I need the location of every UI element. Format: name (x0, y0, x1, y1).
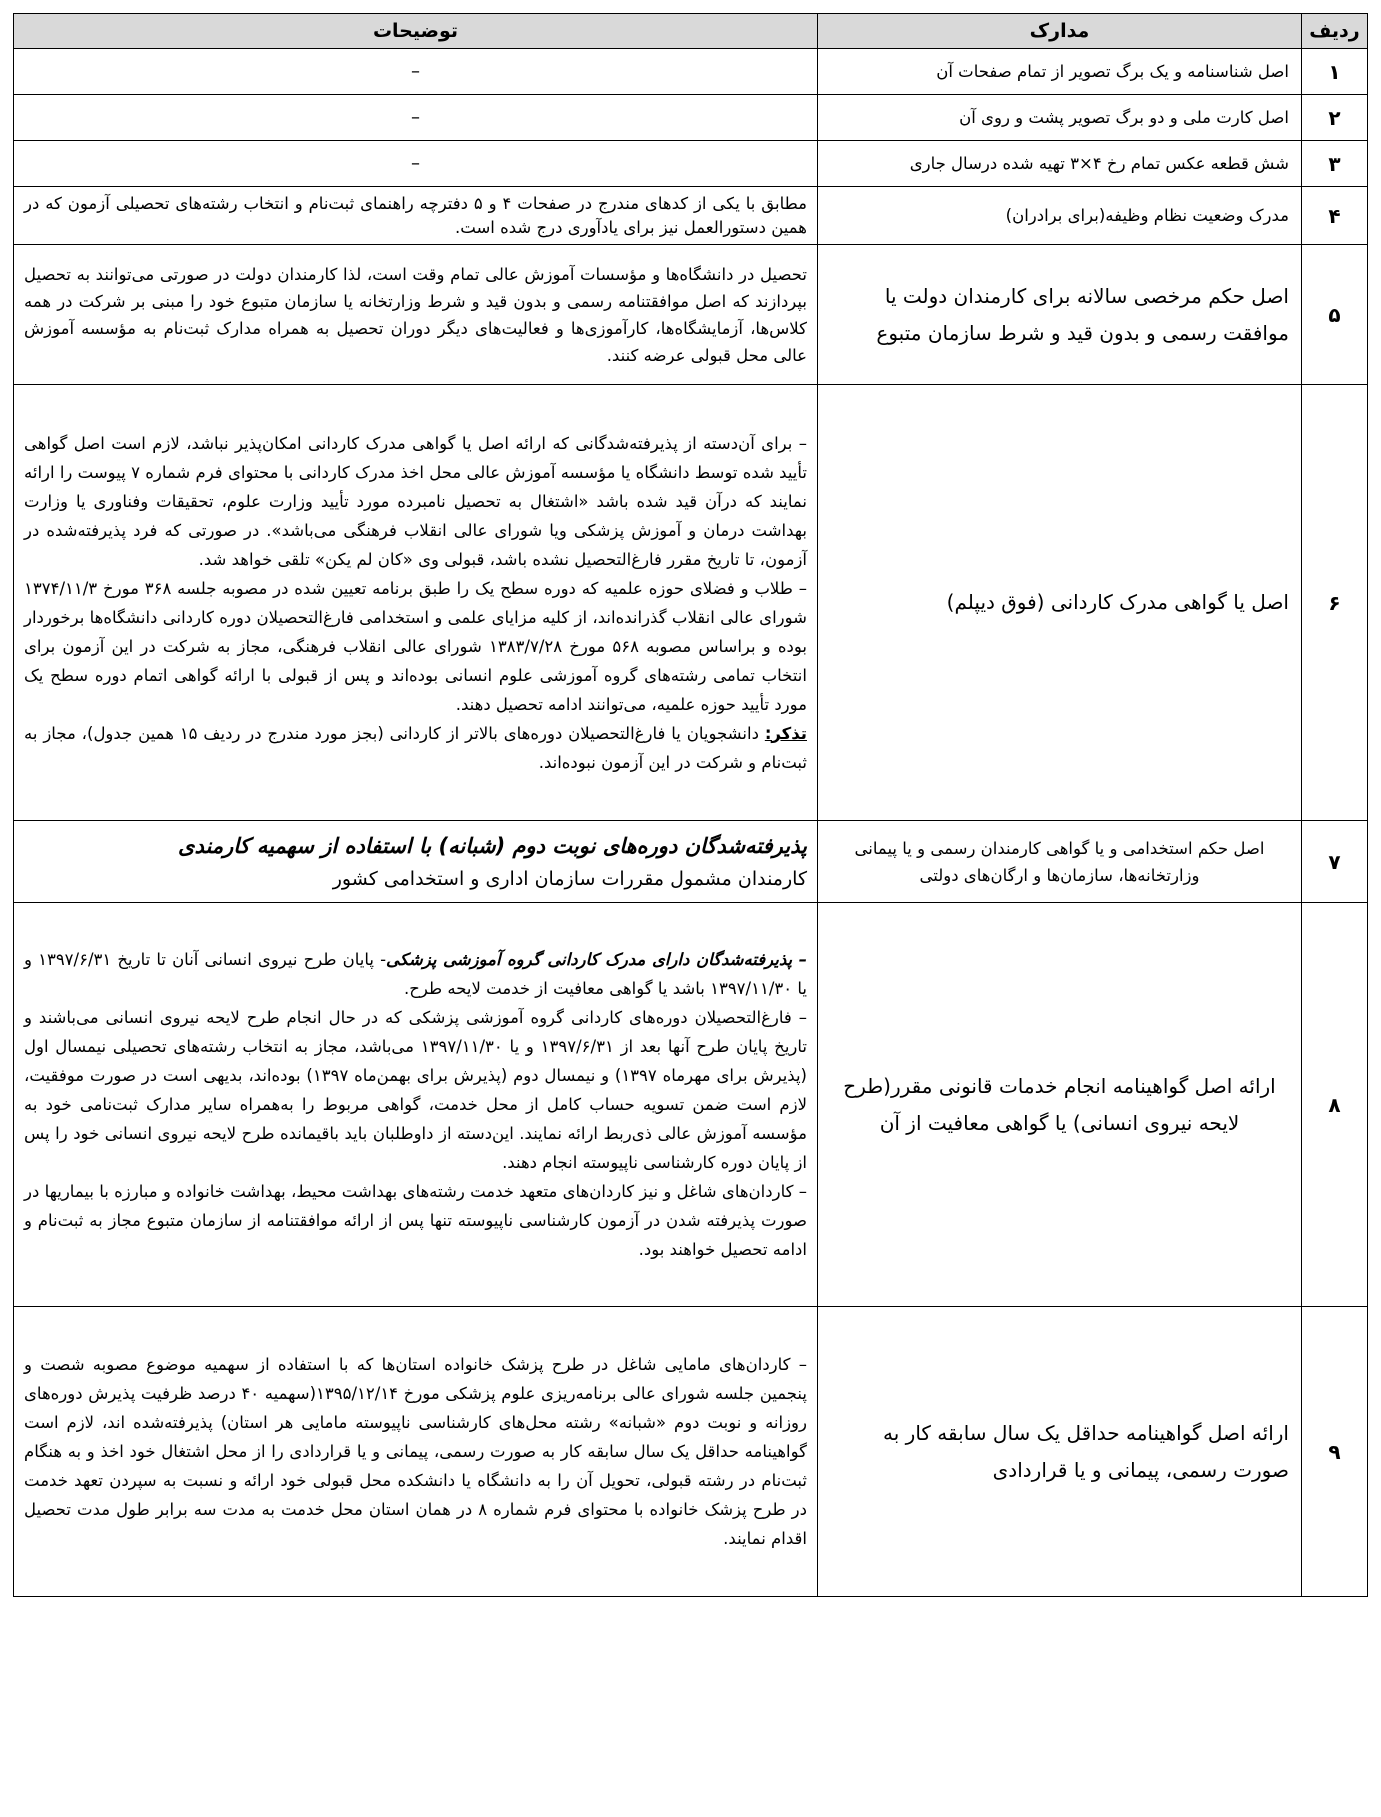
row-document: اصل حکم استخدامی و یا گواهی کارمندان رسمی و یا پیمانی وزارتخانه‌ها، سازمان‌ها و ارگان‌های دولتی (818, 821, 1302, 903)
header-documents: مدارک (818, 14, 1302, 49)
row-document: ارائه اصل گواهینامه حداقل یک سال سابقه کار به صورت رسمی، پیمانی و یا قراردادی (818, 1307, 1302, 1597)
row-notes: – (14, 95, 818, 141)
table-row (14, 245, 1368, 385)
remark-label: تذکر: (764, 723, 807, 743)
row-number: ۸ (1302, 903, 1368, 1307)
row-notes (14, 903, 818, 1307)
note-lead-text: - پایان طرح نیروی انسانی آنان تا تاریخ ۱۳۹۷/۶/۳۱ و یا ۱۳۹۷/۱۱/۳۰ باشد یا گواهی معافیت از خدمت لایحه طرح. (24, 950, 807, 998)
row-notes: – (14, 49, 818, 95)
table-row (14, 385, 1368, 821)
row-document: ارائه اصل گواهینامه انجام خدمات قانونی مقرر(طرح لایحه نیروی انسانی) یا گواهی معافیت از آن (818, 903, 1302, 1307)
table-header-row (14, 14, 1368, 49)
table-row (14, 141, 1368, 187)
table-row (14, 95, 1368, 141)
row-notes (14, 187, 818, 245)
row-number: ۹ (1302, 1307, 1368, 1597)
row-document: شش قطعه عکس تمام رخ ۴×۳ تهیه شده درسال جاری (818, 141, 1302, 187)
table-row (14, 187, 1368, 245)
table-row (14, 821, 1368, 903)
row-notes (14, 1307, 818, 1597)
row-number: ۶ (1302, 385, 1368, 821)
note-paragraph: تحصیل در دانشگاه‌ها و مؤسسات آموزش عالی تمام وقت است، لذا کارمندان دولت در صورتی می‌توانند به تحصیل بپردازند که اصل موافقتنامه رسمی و بدون قید و شرط وزارتخانه یا سازمان متبوع خود را مبنی بر شرکت در همه کلاس‌ها، آزمایشگاه‌ها، کارآموزی‌ها و فعالیت‌های دیگر دوران تحصیل به همراه مدارک ثبت‌نام به مؤسسه آموزش عالی محل قبولی عرضه کنند. (24, 264, 807, 365)
row-notes (14, 821, 818, 903)
row-number: ۱ (1302, 49, 1368, 95)
note-paragraph: – کاردان‌های شاغل و نیز کاردان‌های متعهد خدمت رشته‌های بهداشت محیط، بهداشت خانواده و مبارزه با بیماریها در صورت پذیرفته شدن در آزمون کارشناسی ناپیوسته تنها پس از ارائه موافقتنامه از سازمان متبوع مجاز به ثبت‌نام و ادامه تحصیل خواهند بود. (24, 1182, 807, 1259)
table-row (14, 903, 1368, 1307)
note-remark (24, 719, 807, 777)
row-notes: – (14, 141, 818, 187)
row-number: ۷ (1302, 821, 1368, 903)
required-documents-table (13, 13, 1368, 1597)
note-paragraph: مطابق با یکی از کدهای مندرج در صفحات ۴ و ۵ دفترچه راهنمای ثبت‌نام و انتخاب رشته‌های تحصیلی آزمون که در همین دستورالعمل نیز برای یادآوری درج شده است. (24, 193, 807, 237)
row-number: ۵ (1302, 245, 1368, 385)
header-notes: توضیحات (14, 14, 818, 49)
note-paragraph: – فارغ‌التحصیلان دوره‌های کاردانی گروه آموزشی پزشکی که در حال انجام طرح لایحه نیروی انسانی می‌باشند و تاریخ پایان طرح آنها بعد از ۱۳۹۷/۶/۳۱ و یا ۱۳۹۷/۱۱/۳۰ می‌باشد، مجاز به انتخاب رشته‌های تحصیلی نیمسال اول (پذیرش برای مهرماه ۱۳۹۷) و نیمسال دوم (پذیرش برای بهمن‌ماه ۱۳۹۷) بوده‌اند، بدیهی است در صورت موفقیت، لازم است ضمن تسویه حساب کامل از محل خدمت، گواهی مربوط را به‌همراه سایر مدارک ثبت‌نامی خود به مؤسسه آموزش عالی ذی‌ربط ارائه نمایند. این‌دسته از داوطلبان باید باقیمانده طرح لایحه نیروی انسانی خود را پس از پایان دوره کارشناسی ناپیوسته انجام دهند. (24, 1008, 807, 1172)
row-notes (14, 245, 818, 385)
note-paragraph: – برای آن‌دسته از پذیرفته‌شدگانی که ارائه اصل یا گواهی مدرک کاردانی امکان‌پذیر نباشد، لازم است اصل گواهی تأیید شده توسط دانشگاه یا مؤسسه آموزش عالی محل اخذ مدرک کاردانی با محتوای فرم شماره ۷ پیوست را ارائه نمایند که درآن قید شده باشد «اشتغال به تحصیل نامبرده مورد تأیید وزارت علوم، تحقیقات وفناوری یا وزارت بهداشت درمان و آموزش پزشکی ویا شورای عالی انقلاب فرهنگی می‌باشد». در صورتی که فرد پذیرفته‌شده در آزمون، تا تاریخ مقرر فارغ‌التحصیل نشده باشد، قبولی وی «کان لم یکن» تلقی خواهد شد. (24, 433, 808, 569)
header-row-number: ردیف (1302, 14, 1368, 49)
row-number: ۴ (1302, 187, 1368, 245)
row-number: ۳ (1302, 141, 1368, 187)
row-number: ۲ (1302, 95, 1368, 141)
row-notes (14, 385, 818, 821)
note-paragraph (24, 945, 807, 1003)
row-document: اصل شناسنامه و یک برگ تصویر از تمام صفحات آن (818, 49, 1302, 95)
remark-text: دانشجویان یا فارغ‌التحصیلان دوره‌های بالاتر از کاردانی (بجز مورد مندرج در ردیف ۱۵ همین جدول)، مجاز به ثبت‌نام و شرکت در این آزمون نبوده‌اند. (24, 723, 807, 772)
note-paragraph: – طلاب و فضلای حوزه علمیه که دوره سطح یک را طبق برنامه تعیین شده در مصوبه جلسه ۳۶۸ مورخ ۱۳۷۴/۱۱/۳ شورای عالی انقلاب گذرانده‌اند، از کلیه مزایای علمی و استخدامی فارغ‌التحصیلان دوره کاردانی دانشگاه‌ها برخوردار بوده و براساس مصوبه ۵۶۸ مورخ ۱۳۸۳/۷/۲۸ شورای عالی انقلاب فرهنگی، مجاز به شرکت در این آزمون برای انتخاب تمامی رشته‌های گروه آموزشی علوم انسانی بوده‌اند و پس از قبولی با ارائه گواهی اتمام دوره سطح یک مورد تأیید حوزه علمیه، می‌توانند ادامه تحصیل دهند. (24, 578, 807, 714)
note-paragraph: کارمندان مشمول مقررات سازمان اداری و استخدامی کشور (332, 867, 807, 890)
row-document: مدرک وضعیت نظام وظیفه(برای برادران) (818, 187, 1302, 245)
row-document: اصل کارت ملی و دو برگ تصویر پشت و روی آن (818, 95, 1302, 141)
note-lead-bold: – پذیرفته‌شدگان دارای مدرک کاردانی گروه آموزشی پزشکی (386, 950, 807, 969)
row-document: اصل حکم مرخصی سالانه برای کارمندان دولت یا موافقت رسمی و بدون قید و شرط سازمان متبوع (818, 245, 1302, 385)
notes-heading: پذیرفته‌شدگان دوره‌های نوبت دوم (شبانه) با استفاده از سهمیه کارمندی (178, 833, 807, 858)
table-row (14, 1307, 1368, 1597)
table-row (14, 49, 1368, 95)
row-document: اصل یا گواهی مدرک کاردانی (فوق دیپلم) (818, 385, 1302, 821)
note-paragraph: – کاردان‌های مامایی شاغل در طرح پزشک خانواده استان‌ها که با استفاده از سهمیه موضوع مصوبه شصت و پنجمین جلسه شورای عالی برنامه‌ریزی علوم پزشکی مورخ ۱۳۹۵/۱۲/۱۴(سهمیه ۴۰ درصد ظرفیت پذیرش دوره‌های روزانه و نوبت دوم «شبانه» رشته محل‌های کارشناسی ناپیوسته مامایی هر استان) پذیرفته‌شده اند، لازم است گواهینامه حداقل یک سال سابقه کار به صورت رسمی، پیمانی و یا قراردادی را از محل اشتغال خود اخذ و به هنگام ثبت‌نام در رشته قبولی، تحویل آن را به دانشگاه یا دانشکده محل قبولی خود ارائه و نسبت به سپردن تعهد خدمت در طرح پزشک خانواده با محتوای فرم شماره ۸ در همان استان محل خدمت به مدت سه برابر طول مدت تحصیل اقدام نمایند. (24, 1355, 808, 1548)
